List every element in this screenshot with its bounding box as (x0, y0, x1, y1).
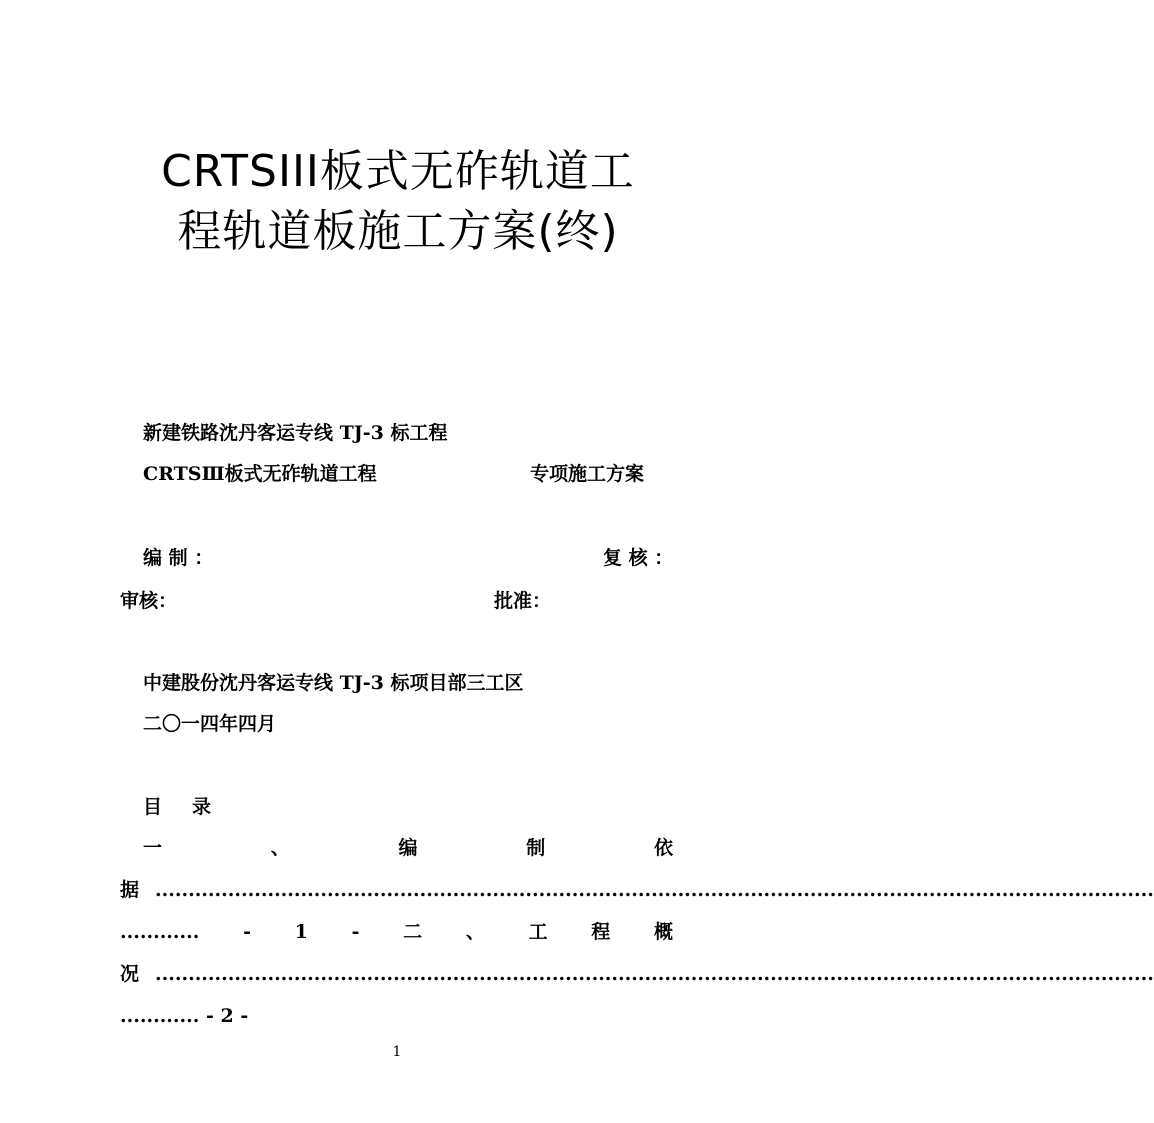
page-number: 1 (392, 1044, 402, 1060)
toc-row-3: ............ - 1 - 二 、 工 程 概 (120, 921, 673, 943)
review-label: 复 核 ： (603, 547, 674, 569)
toc-leader-dots: ....................................................................................................................................................... (155, 879, 1154, 901)
toc-row-1: 一 、 编 制 依 (143, 837, 673, 859)
project-plan-type: 专项施工方案 (530, 463, 645, 485)
toc-heading: 目 录 (143, 796, 212, 818)
document-title-line2: 程轨道板施工方案(终) (177, 206, 619, 257)
toc-leader-dots: ....................................................................................................................................................... (155, 963, 1154, 985)
approve-label: 批准： (494, 590, 552, 612)
project-name: 新建铁路沈丹客运专线 TJ-3 标工程 (143, 422, 448, 444)
audit-label: 审核： (120, 590, 178, 612)
toc-row-4-label: 况 (120, 963, 140, 985)
organization-name: 中建股份沈丹客运专线 TJ-3 标项目部三工区 (143, 672, 524, 694)
project-subtitle: CRTSⅢ板式无砟轨道工程 (143, 463, 377, 485)
toc-row-5: ............ - 2 - (120, 1005, 249, 1027)
document-date: 二〇一四年四月 (143, 713, 277, 735)
document-title-line1: CRTSIII板式无砟轨道工 (161, 146, 635, 197)
compile-label: 编 制 ： (143, 547, 214, 569)
toc-row-2-label: 据 (120, 879, 140, 901)
